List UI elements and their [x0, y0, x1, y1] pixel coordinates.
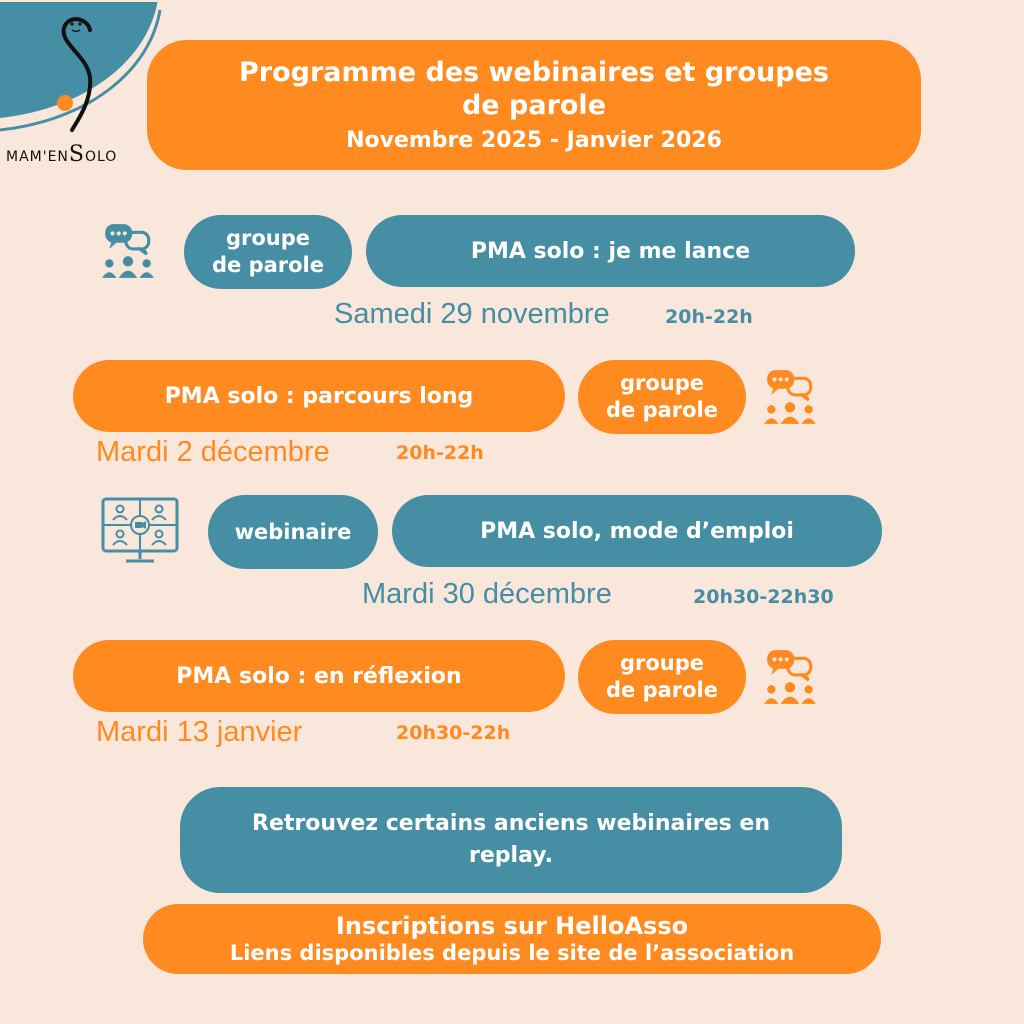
logo-text: MAM'ENSOLO [6, 142, 118, 167]
video-call-icon [100, 496, 180, 566]
event-2-title: PMA solo : parcours long [73, 360, 565, 432]
event-2-time: 20h-22h [396, 442, 484, 464]
event-4-title: PMA solo : en réflexion [73, 640, 565, 712]
event-1-time: 20h-22h [665, 306, 753, 328]
footer-banner [143, 904, 881, 974]
replay-line2: replay. [469, 843, 553, 868]
event-3-time: 20h30-22h30 [693, 586, 834, 608]
event-4-time: 20h30-22h [396, 722, 511, 744]
replay-banner [180, 787, 842, 893]
event-2-type-badge: groupe de parole [578, 360, 746, 434]
event-2-date: Mardi 2 décembre [96, 436, 330, 468]
page-subtitle: Novembre 2025 - Janvier 2026 [346, 128, 722, 153]
page-title-line2: de parole [461, 90, 607, 122]
event-1-type-badge: groupe de parole [184, 215, 352, 289]
header-banner [147, 40, 921, 170]
event-3-date: Mardi 30 décembre [362, 578, 612, 610]
event-3-type-badge: webinaire [208, 495, 378, 569]
event-1-title: PMA solo : je me lance [366, 215, 855, 287]
footer-line1: Inscriptions sur HelloAsso [335, 912, 689, 940]
speech-group-icon [762, 368, 818, 426]
page-title-line1: Programme des webinaires et groupes [239, 56, 829, 88]
speech-group-icon [762, 648, 818, 706]
event-1-date: Samedi 29 novembre [334, 298, 610, 330]
replay-line1: Retrouvez certains anciens webinaires en [252, 811, 770, 837]
logo-s-icon [48, 8, 108, 138]
event-4-type-badge: groupe de parole [578, 640, 746, 714]
speech-group-icon [100, 222, 156, 280]
footer-line2: Liens disponibles depuis le site de l’association [229, 940, 795, 965]
event-3-title: PMA solo, mode d’emploi [392, 495, 882, 567]
event-4-date: Mardi 13 janvier [96, 716, 303, 748]
